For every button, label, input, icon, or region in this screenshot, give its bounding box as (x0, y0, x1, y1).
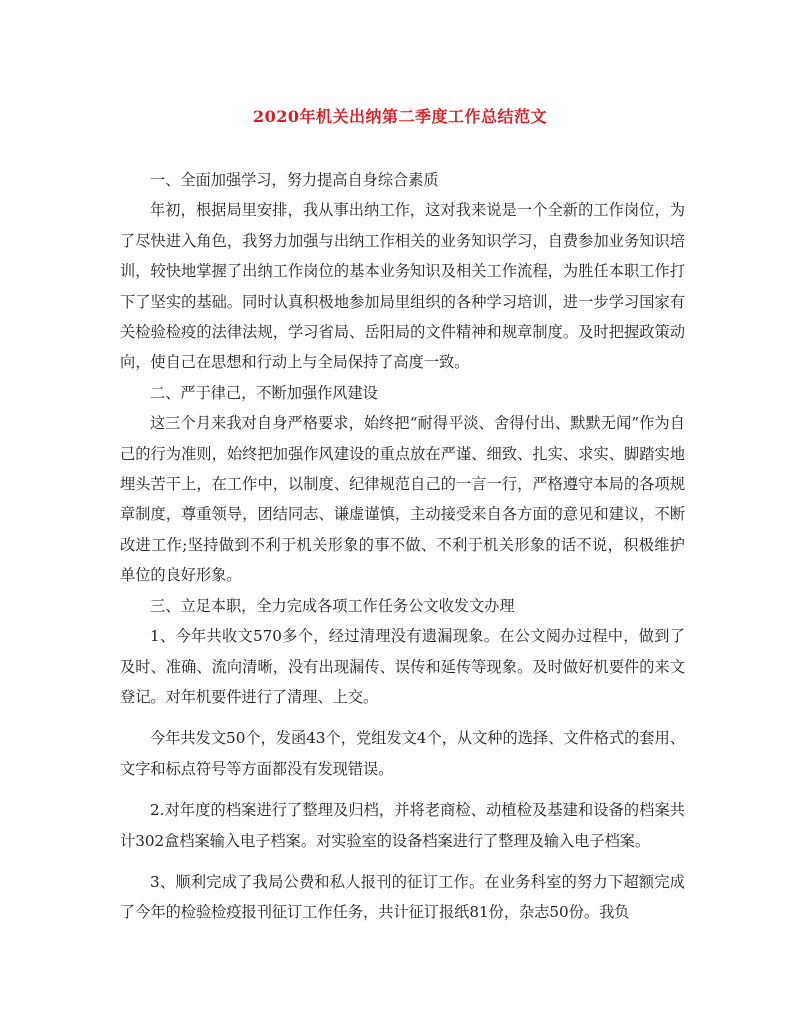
paragraph-outgoing-documents: 今年共发文50个，发函43个，党组发文4个，从文种的选择、文件格式的套用、文字和标点符号等方面都没有发现错误。 (120, 729, 685, 778)
section-heading-2: 二、严于律己，不断加强作风建设 (150, 383, 378, 402)
paragraph-subscriptions: 3、顺利完成了我局公费和私人报刊的征订工作。在业务科室的努力下超额完成了今年的检验检疫报刊征订工作任务，共计征订报纸81份，杂志50份。我负 (120, 872, 685, 922)
section-heading-3: 三、立足本职，全力完成各项工作任务公文收发文办理 (150, 596, 515, 615)
paragraph-conduct: 这三个月来我对自身严格要求，始终把“耐得平淡、舍得付出、默默无闻”作为自己的行为准则，始终把加强作风建设的重点放在严谨、细致、扎实、求实、脚踏实地埋头苦干上，在工作中，以制度、纪律规范自己的一言一行，严格遵守本局的各项规章制度，尊重领导，团结同志、谦虚谨慎，主动接受来自各方面的意见和建议，不断改进工作;坚持做到不利于机关形象的事不做、不利于机关形象的话不说，积极维护单位的良好形象。 (120, 414, 685, 585)
paragraph-archives: 2.对年度的档案进行了整理及归档，并将老商检、动植检及基建和设备的档案共计302盒档案输入电子档案。对实验室的设备档案进行了整理及输入电子档案。 (120, 801, 685, 850)
section-heading-1: 一、全面加强学习，努力提高自身综合素质 (150, 171, 439, 189)
paragraph-study: 年初，根据局里安排，我从事出纳工作，这对我来说是一个全新的工作岗位，为了尽快进入角色，我努力加强与出纳工作相关的业务知识学习，自费参加业务知识培训，较快地掌握了出纳工作岗位的基本业务知识及相关工作流程，为胜任本职工作打下了坚实的基础。同时认真积极地参加局里组织的各种学习培训，进一步学习国家有关检验检疫的法律法规，学习省局、岳阳局的文件精神和规章制度。及时把握政策动向，使自己在思想和行动上与全局保持了高度一致。 (120, 201, 685, 372)
document-body (120, 165, 685, 928)
document-title: 2020年机关出纳第二季度工作总结范文 (252, 107, 548, 126)
paragraph-incoming-documents: 1、今年共收文570多个，经过清理没有遗漏现象。在公文阅办过程中，做到了及时、准确、流向清晰，没有出现漏传、误传和延传等现象。及时做好机要件的来文登记。对年机要件进行了清理、上交。 (120, 627, 685, 706)
